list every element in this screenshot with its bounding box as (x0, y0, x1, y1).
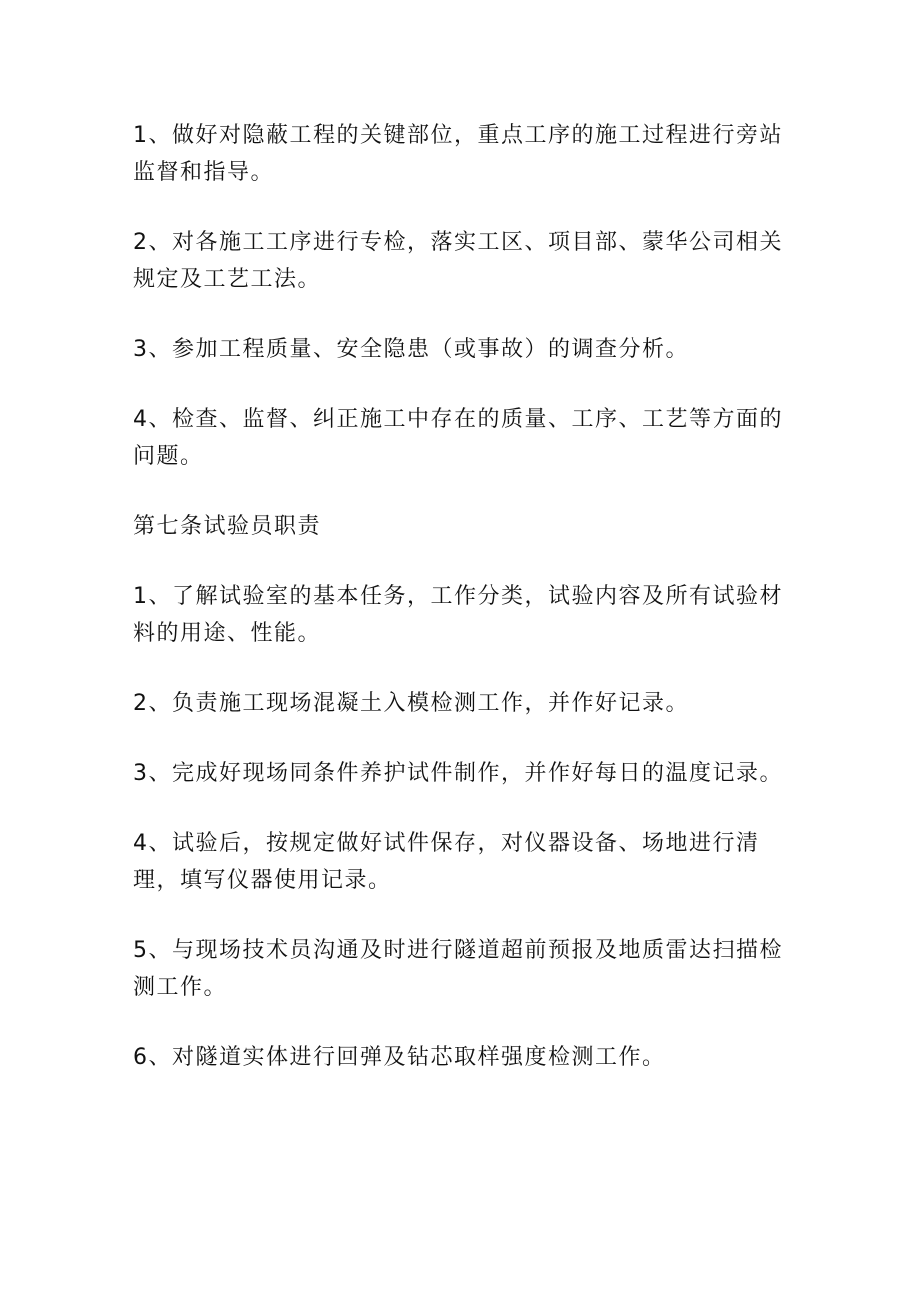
paragraph-10: 6、对隧道实体进行回弹及钻芯取样强度检测工作。 (133, 1045, 666, 1070)
paragraph-5: 1、了解试验室的基本任务，工作分类，试验内容及所有试验材料的用途、性能。 (133, 584, 783, 646)
paragraph-7: 3、完成好现场同条件养护试件制作，并作好每日的温度记录。 (133, 761, 783, 786)
paragraph-8: 4、试验后，按规定做好试件保存，对仪器设备、场地进行清理，填写仪器使用记录。 (133, 831, 760, 893)
document-body (133, 117, 793, 1076)
paragraph-3: 3、参加工程质量、安全隐患（或事故）的调查分析。 (133, 337, 689, 362)
paragraph-9: 5、与现场技术员沟通及时进行隧道超前预报及地质雷达扫描检测工作。 (133, 938, 783, 1000)
paragraph-1: 1、做好对隐蔽工程的关键部位，重点工序的施工过程进行旁站监督和指导。 (133, 123, 783, 185)
paragraph-2: 2、对各施工工序进行专检，落实工区、项目部、蒙华公司相关规定及工艺工法。 (133, 230, 783, 292)
paragraph-4: 4、检查、监督、纠正施工中存在的质量、工序、工艺等方面的问题。 (133, 407, 783, 469)
section-heading: 第七条试验员职责 (133, 514, 322, 539)
paragraph-6: 2、负责施工现场混凝土入模检测工作，并作好记录。 (133, 691, 689, 716)
